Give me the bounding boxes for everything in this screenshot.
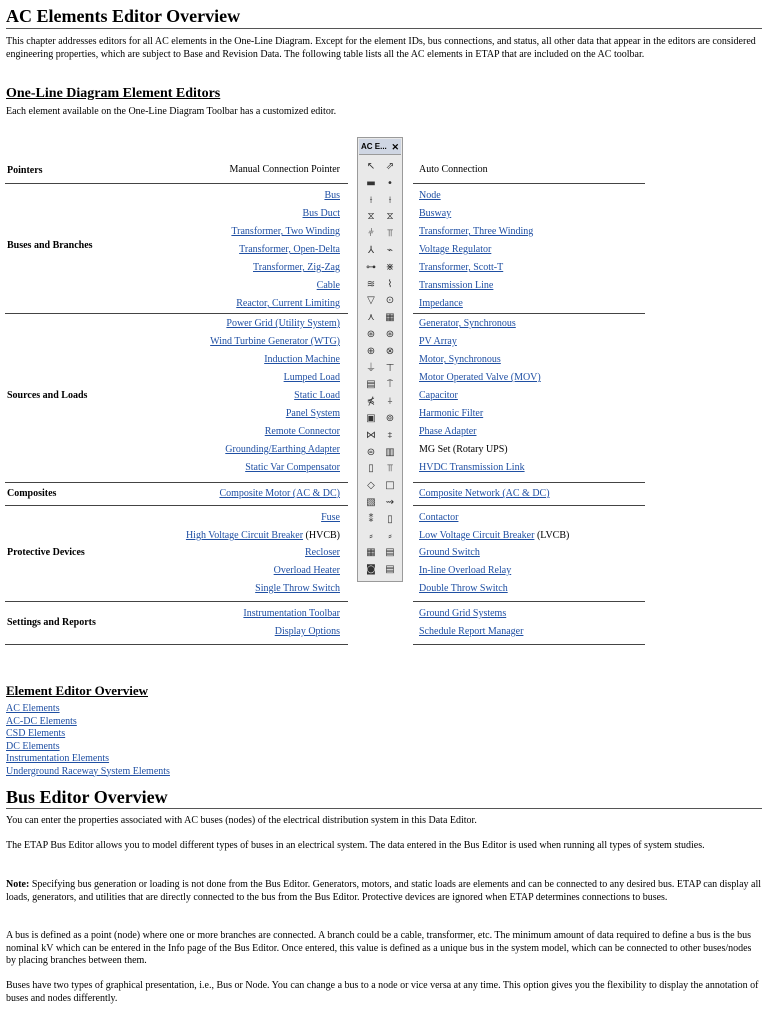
category-settings-reports: Settings and Reports <box>7 617 96 628</box>
hvcb-row <box>186 530 340 541</box>
oneline-heading: One-Line Diagram Element Editors <box>6 86 221 101</box>
link-schedule-report-manager[interactable]: Schedule Report Manager <box>419 626 524 637</box>
single-throw-switch-icon[interactable]: ⸗ <box>369 530 373 542</box>
link-impedance[interactable]: Impedance <box>419 298 463 309</box>
mg-set-icon[interactable]: ⊚ <box>385 413 395 424</box>
lvcb-row <box>419 530 569 541</box>
link-single-throw-switch[interactable]: Single Throw Switch <box>255 583 340 594</box>
table-divider <box>5 505 348 506</box>
auto-connect-icon[interactable]: ⇗ <box>385 161 395 172</box>
link-inline-overload-relay[interactable]: In-line Overload Relay <box>419 565 512 576</box>
lvcb-suffix: (LVCB) <box>534 530 570 541</box>
link-grounding-earthing-adapter[interactable]: Grounding/Earthing Adapter <box>225 444 340 455</box>
manual-connection-pointer: Manual Connection Pointer <box>229 164 340 175</box>
link-csd-elements[interactable]: CSD Elements <box>6 728 66 739</box>
link-hvdc-transmission-link[interactable]: HVDC Transmission Link <box>419 462 525 473</box>
fuse-icon[interactable]: ▯ <box>368 463 374 475</box>
table-divider <box>5 183 348 184</box>
double-throw-switch-icon[interactable]: ⸗ <box>388 530 392 542</box>
link-low-voltage-circuit-breaker[interactable]: Low Voltage Circuit Breaker <box>419 530 535 541</box>
link-static-var-compensator[interactable]: Static Var Compensator <box>245 462 340 473</box>
link-pv-array[interactable]: PV Array <box>419 336 457 347</box>
link-power-grid[interactable]: Power Grid (Utility System) <box>226 318 340 329</box>
link-transmission-line[interactable]: Transmission Line <box>419 280 494 291</box>
lvcb-icon[interactable]: □ <box>385 480 395 492</box>
link-cable[interactable]: Cable <box>316 280 340 291</box>
scott-t-icon[interactable]: ⌁ <box>386 245 394 256</box>
link-transformer-two-winding[interactable]: Transformer, Two Winding <box>231 226 340 237</box>
link-composite-network[interactable]: Composite Network (AC & DC) <box>419 488 550 499</box>
transformer-two-winding-icon[interactable]: ⧖ <box>367 211 375 223</box>
element-editor-overview-heading: Element Editor Overview <box>6 683 149 698</box>
hvcb-icon[interactable]: ◇ <box>367 480 375 492</box>
close-icon[interactable]: ✕ <box>391 142 399 152</box>
ac-intro-paragraph: This chapter addresses editors for all AC elements in the One-Line Diagram. Except for the element IDs, bus connections, and status, all other data that appear in the editors are considered engineering properties, which are subject to Base and Revision Data. The following table lists all the AC elements in ETAP that are included on the AC toolbar. <box>6 36 756 60</box>
link-transformer-scott-t[interactable]: Transformer, Scott-T <box>419 262 504 273</box>
link-reactor-current-limiting[interactable]: Reactor, Current Limiting <box>236 298 340 309</box>
oneline-intro: Each element available on the One-Line Diagram Toolbar has a customized editor. <box>6 106 337 117</box>
link-node[interactable]: Node <box>419 190 441 201</box>
transformer-three-winding-icon[interactable]: ⧖ <box>386 211 394 223</box>
impedance-icon[interactable]: ⌇ <box>387 278 393 290</box>
mov-icon[interactable]: ⊕ <box>366 345 376 357</box>
link-bus-duct[interactable]: Bus Duct <box>302 208 340 219</box>
category-sources-loads: Sources and Loads <box>7 390 88 401</box>
generator-icon[interactable]: ⊙ <box>385 295 395 307</box>
capacitor-icon[interactable]: ⊗ <box>385 345 395 357</box>
link-motor-operated-valve[interactable]: Motor Operated Valve (MOV) <box>419 372 541 383</box>
overview-links <box>6 703 170 778</box>
display-options-icon[interactable]: ◙ <box>366 564 376 576</box>
ground-grid-icon[interactable]: ▤ <box>385 547 395 559</box>
bus-paragraph-1: You can enter the properties associated with AC buses (nodes) of the electrical distribution system in this Data Editor. <box>6 815 477 826</box>
link-wind-turbine-generator[interactable]: Wind Turbine Generator (WTG) <box>210 336 340 347</box>
induction-motor-icon[interactable]: ⊛ <box>366 329 376 340</box>
table-divider <box>5 313 348 314</box>
ground-switch-icon[interactable]: ⇝ <box>385 497 395 508</box>
link-harmonic-filter[interactable]: Harmonic Filter <box>419 408 484 419</box>
category-composites: Composites <box>7 488 57 499</box>
overload-relay-icon[interactable]: ▯ <box>387 513 393 525</box>
category-buses-branches: Buses and Branches <box>7 240 93 251</box>
table-divider <box>413 482 645 483</box>
bus-title-rule <box>6 808 762 809</box>
overload-heater-icon[interactable]: ⁑ <box>368 513 374 525</box>
link-lumped-load[interactable]: Lumped Load <box>283 372 340 383</box>
remote-connector-icon[interactable]: ⋠ <box>366 396 376 408</box>
table-divider <box>413 183 645 184</box>
reactor-icon[interactable]: ≋ <box>366 278 376 290</box>
table-divider <box>5 644 348 645</box>
power-grid-icon[interactable]: ▽ <box>367 295 375 307</box>
cable-icon[interactable]: ⊶ <box>366 261 376 273</box>
bus-duct-icon[interactable]: ⟊ <box>369 194 373 206</box>
toolbar-title: AC E... <box>361 142 387 151</box>
table-divider <box>413 601 645 602</box>
link-capacitor[interactable]: Capacitor <box>419 390 458 401</box>
link-recloser[interactable]: Recloser <box>305 547 340 558</box>
contactor-icon[interactable]: ⫪ <box>387 463 393 475</box>
link-fuse[interactable]: Fuse <box>321 512 340 523</box>
link-underground-raceway-elements[interactable]: Underground Raceway System Elements <box>6 765 170 777</box>
link-high-voltage-circuit-breaker[interactable]: High Voltage Circuit Breaker <box>185 530 304 541</box>
bus-paragraph-4: A bus is defined as a point (node) where one or more branches are connected. A branch could be a cable, transformer, etc. The minimum amount of data required to define a bus is the bus nominal kV which can be entered in the Info page of the Bus Editor. Once entered, this value is defined as a unique bus in the system model, which can be connected to other buses/nodes by placing branches between them. <box>6 930 752 966</box>
zig-zag-icon[interactable]: ⅄ <box>367 245 375 256</box>
panel-icon[interactable]: ▤ <box>366 379 376 391</box>
link-generator-synchronous[interactable]: Generator, Synchronous <box>419 318 516 329</box>
link-ground-switch[interactable]: Ground Switch <box>419 547 480 558</box>
link-voltage-regulator[interactable]: Voltage Regulator <box>419 244 492 255</box>
bus-paragraph-3 <box>6 879 762 904</box>
table-divider <box>413 644 645 645</box>
hvdc-icon[interactable]: ⧧ <box>387 429 393 441</box>
transmission-line-icon[interactable]: ⋇ <box>385 261 395 273</box>
ac-elements-toolbar[interactable] <box>357 137 403 582</box>
harmonic-filter-icon[interactable]: ⍑ <box>387 379 393 391</box>
table-divider <box>5 482 348 483</box>
category-protective-devices: Protective Devices <box>7 547 85 558</box>
pointer-icon[interactable]: ↖ <box>366 161 376 172</box>
link-transformer-open-delta[interactable]: Transformer, Open-Delta <box>239 244 340 255</box>
link-remote-connector[interactable]: Remote Connector <box>264 426 340 437</box>
node-icon[interactable]: • <box>387 177 393 189</box>
link-instrumentation-toolbar[interactable]: Instrumentation Toolbar <box>243 608 340 619</box>
bus-paragraph-5: Buses have two types of graphical presentation, i.e., Bus or Node. You can change a bus to a node or vice versa at any time. This option gives you the flexibility to display the annotation of buses and nodes differently. <box>6 980 759 1004</box>
link-phase-adapter[interactable]: Phase Adapter <box>419 426 477 437</box>
grounding-icon[interactable]: ▣ <box>366 413 376 424</box>
svc-icon[interactable]: ⋈ <box>366 429 376 441</box>
link-instrumentation-elements[interactable]: Instrumentation Elements <box>6 753 110 764</box>
toolbar-title-bar <box>359 139 401 155</box>
pv-array-icon[interactable]: ▦ <box>385 312 395 324</box>
link-panel-system[interactable]: Panel System <box>285 408 340 419</box>
link-contactor[interactable]: Contactor <box>419 512 459 523</box>
report-manager-icon[interactable]: ▤ <box>385 564 395 576</box>
link-busway[interactable]: Busway <box>419 208 452 219</box>
table-divider <box>5 601 348 602</box>
link-display-options[interactable]: Display Options <box>274 626 340 637</box>
note-text: Specifying bus generation or loading is not done from the Bus Editor. Generators, motors, and static loads are elements and can be connected to any desired bus. ETAP can display all loads, generators, and utilities that are directly connected to the bus from the Bus Editor. Protective devices are ignored when ETAP determines connections to buses. <box>6 879 762 903</box>
instrumentation-icon[interactable]: ▦ <box>366 547 376 559</box>
title-rule <box>6 28 762 29</box>
link-induction-machine[interactable]: Induction Machine <box>264 354 340 365</box>
link-transformer-three-winding[interactable]: Transformer, Three Winding <box>419 226 534 237</box>
wind-turbine-icon[interactable]: ⋏ <box>367 312 375 324</box>
link-motor-synchronous[interactable]: Motor, Synchronous <box>419 354 501 365</box>
link-bus[interactable]: Bus <box>324 190 340 201</box>
link-ac-elements[interactable]: AC Elements <box>6 703 60 714</box>
link-ground-grid-systems[interactable]: Ground Grid Systems <box>419 608 507 619</box>
auto-connection: Auto Connection <box>419 164 488 175</box>
open-delta-icon[interactable]: ⫩ <box>368 228 374 240</box>
table-divider <box>413 313 645 314</box>
category-pointers: Pointers <box>7 165 43 176</box>
bus-paragraph-2: The ETAP Bus Editor allows you to model different types of buses in an electrical system. The data entered in the Bus Editor is used when running all types of system studies. <box>6 840 705 851</box>
link-overload-heater[interactable]: Overload Heater <box>273 565 340 576</box>
link-composite-motor[interactable]: Composite Motor (AC & DC) <box>219 488 340 499</box>
link-double-throw-switch[interactable]: Double Throw Switch <box>419 583 508 594</box>
note-label: Note: <box>6 879 30 890</box>
busway-icon[interactable]: ⟊ <box>388 194 392 206</box>
link-static-load[interactable]: Static Load <box>294 390 340 401</box>
bus-editor-title: Bus Editor Overview <box>6 787 168 807</box>
bus-icon[interactable]: ▬ <box>366 177 376 189</box>
composite-network-icon[interactable]: ▥ <box>385 446 395 458</box>
lumped-load-icon[interactable]: ⏚ <box>366 362 376 374</box>
recloser-icon[interactable]: ▧ <box>366 497 376 508</box>
hvcb-suffix: (HVCB) <box>303 530 340 541</box>
link-ac-dc-elements[interactable]: AC-DC Elements <box>6 715 77 727</box>
regulator-icon[interactable]: ⫪ <box>387 228 393 240</box>
table-divider <box>413 505 645 506</box>
static-load-icon[interactable]: ⊤ <box>385 362 395 374</box>
link-transformer-zig-zag[interactable]: Transformer, Zig-Zag <box>253 262 340 273</box>
link-dc-elements[interactable]: DC Elements <box>6 740 60 752</box>
mg-set-text: MG Set (Rotary UPS) <box>419 444 508 455</box>
composite-motor-icon[interactable]: ⊜ <box>366 446 376 458</box>
synchronous-motor-icon[interactable]: ⊛ <box>385 329 395 340</box>
phase-adapter-icon[interactable]: ⍭ <box>387 396 393 408</box>
page-title: AC Elements Editor Overview <box>6 6 241 26</box>
